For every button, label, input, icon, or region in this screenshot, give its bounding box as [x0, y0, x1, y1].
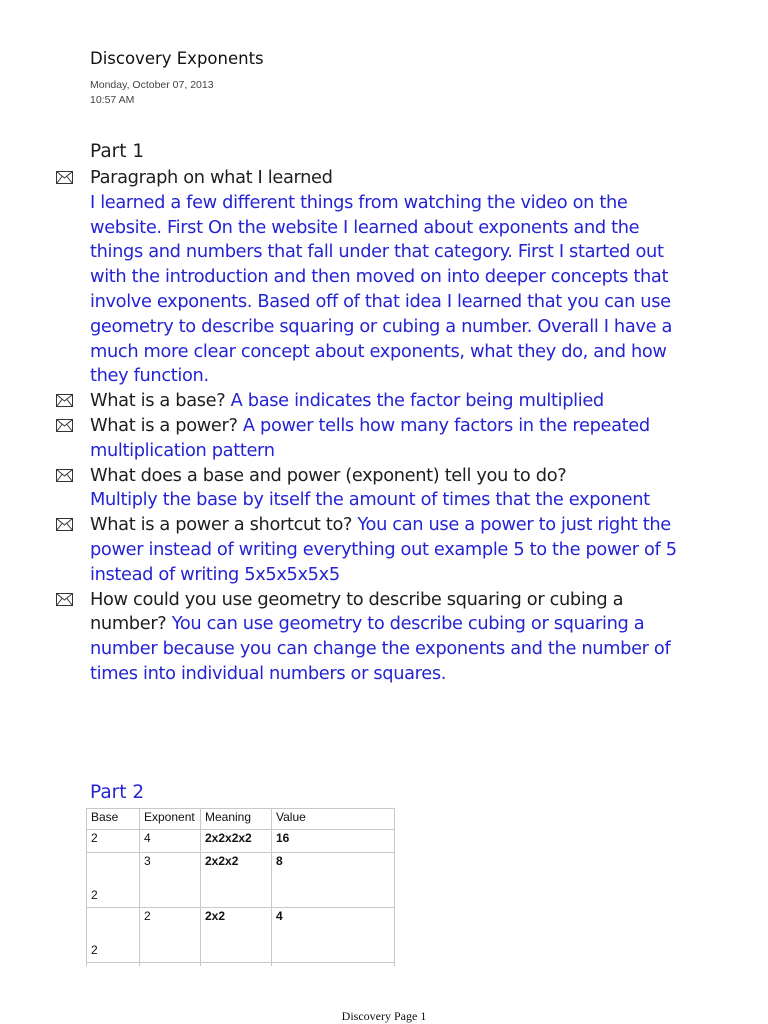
cell-base-text: 2 — [91, 943, 98, 957]
table-row-partial — [87, 963, 395, 967]
answer-text: A base indicates the factor being multiplied — [230, 390, 604, 412]
envelope-checkbox-icon[interactable] — [56, 518, 73, 531]
page-date: Monday, October 07, 2013 — [90, 79, 214, 91]
part2-heading: Part 2 — [90, 782, 145, 803]
cell-empty — [140, 963, 201, 967]
column-header-meaning: Meaning — [201, 809, 272, 830]
answer-text: You can use geometry to describe cubing or squaring a number because you can change the exponents and the number of times into individual numbers or squares. — [90, 613, 671, 684]
envelope-checkbox-icon[interactable] — [56, 419, 73, 432]
list-item — [56, 513, 696, 587]
list-item — [56, 389, 696, 414]
cell-exponent[interactable]: 2 — [140, 908, 201, 963]
question-text: What is a base? — [90, 390, 226, 412]
cell-base-text: 2 — [91, 888, 98, 902]
answer-text: You can use a power to just right the power instead of writing everything out example 5 to the power of 5 instead of writing 5x5x5x5x5 — [90, 514, 677, 585]
question-text: What does a base and power (exponent) tell you to do? — [90, 464, 567, 486]
table-row — [87, 908, 395, 963]
list-item — [56, 414, 696, 464]
cell-base[interactable] — [87, 908, 140, 963]
table-row — [87, 830, 395, 853]
cell-value[interactable]: 16 — [272, 830, 395, 853]
column-header-exponent: Exponent — [140, 809, 201, 830]
page-time: 10:57 AM — [90, 94, 135, 106]
question-text: Paragraph on what I learned — [90, 167, 333, 188]
cell-meaning[interactable]: 2x2x2x2 — [201, 830, 272, 853]
cell-exponent[interactable]: 4 — [140, 830, 201, 853]
answer-text: A power tells how many factors in the repeated multiplication pattern — [90, 414, 650, 461]
list-item — [56, 588, 696, 687]
cell-base[interactable] — [87, 853, 140, 908]
exponent-table — [86, 808, 395, 966]
page-title: Discovery Exponents — [90, 49, 264, 68]
cell-value[interactable]: 8 — [272, 853, 395, 908]
table-row — [87, 853, 395, 908]
page-footer: Discovery Page 1 — [341, 1009, 427, 1023]
envelope-checkbox-icon[interactable] — [56, 469, 73, 482]
envelope-checkbox-icon[interactable] — [56, 171, 73, 184]
column-header-value: Value — [272, 809, 395, 830]
cell-empty — [201, 963, 272, 967]
cell-meaning[interactable]: 2x2x2 — [201, 853, 272, 908]
cell-exponent[interactable]: 3 — [140, 853, 201, 908]
part1-heading: Part 1 — [90, 141, 145, 162]
answer-text: Multiply the base by itself the amount of times that the exponent — [90, 489, 650, 511]
envelope-checkbox-icon[interactable] — [56, 394, 73, 407]
answer-text: I learned a few different things from watching the video on the website. First On the website I learned about exponents and the things and numbers that fall under that category. First I started out with the introduction and then moved on into deeper concepts that involve exponents. Based off of that idea I learned that you can use geometry to describe squaring or cubing a number. Overall I have a much more clear concept about exponents, what they do, and how they function. — [90, 191, 673, 387]
list-item — [56, 464, 696, 514]
question-list — [56, 166, 696, 687]
question-text: What is a power? — [90, 414, 238, 436]
cell-empty — [87, 963, 140, 967]
cell-value[interactable]: 4 — [272, 908, 395, 963]
cell-base[interactable]: 2 — [87, 830, 140, 853]
table-header-row — [87, 809, 395, 830]
column-header-base: Base — [87, 809, 140, 830]
question-text: What is a power a shortcut to? — [90, 514, 353, 536]
envelope-checkbox-icon[interactable] — [56, 593, 73, 606]
cell-empty — [272, 963, 395, 967]
cell-meaning[interactable]: 2x2 — [201, 908, 272, 963]
list-item — [56, 166, 696, 389]
question-text: How could you use geometry to describe squaring or cubing a number? — [90, 588, 624, 635]
